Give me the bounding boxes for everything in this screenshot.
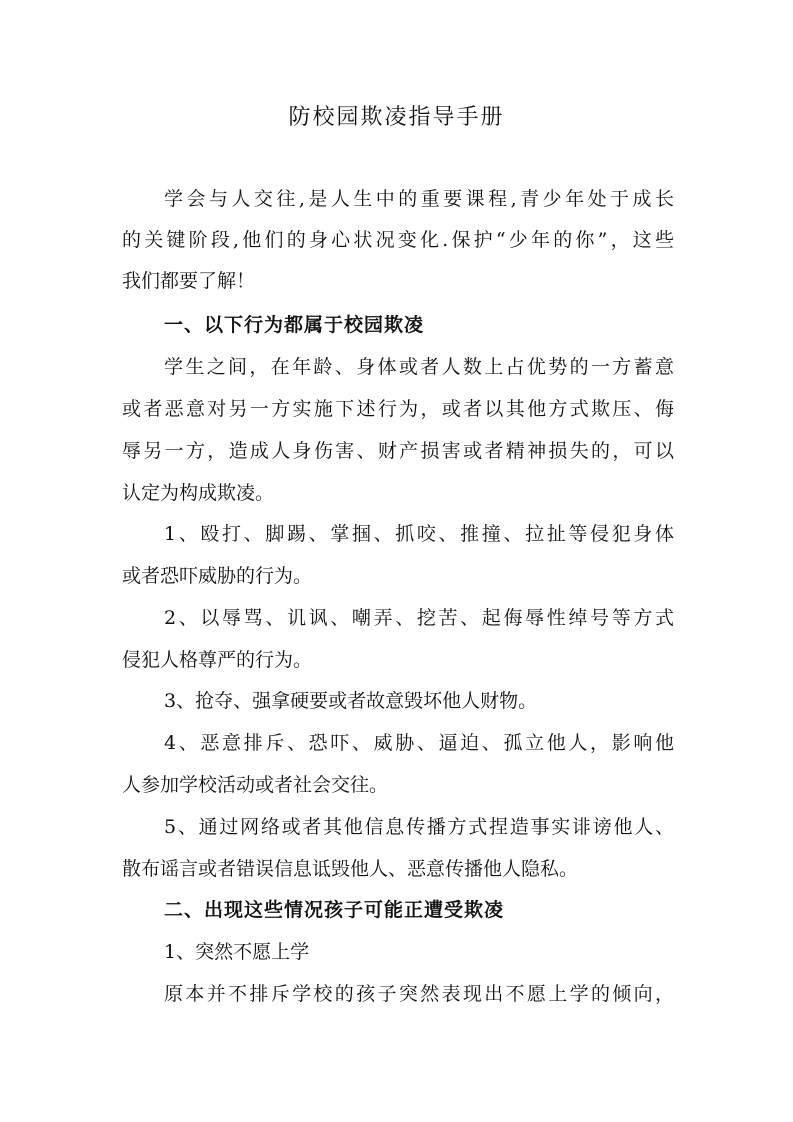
paragraph-line: 学会与人交往,是人生中的重要课程,青少年处于成长 — [164, 188, 674, 210]
paragraph-line: 认定为构成欺凌。 — [122, 482, 275, 504]
paragraph-line: 或者恶意对另一方实施下述行为，或者以其他方式欺压、侮 — [122, 398, 674, 420]
section-heading: 二、出现这些情况孩子可能正遭受欺凌 — [164, 899, 505, 921]
paragraph-line: 原本并不排斥学校的孩子突然表现出不愿上学的倾向， — [164, 983, 674, 1005]
paragraph-line: 散布谣言或者错误信息诋毁他人、恶意传播他人隐私。 — [122, 858, 579, 880]
paragraph-line: 1、殴打、脚踢、掌掴、抓咬、推撞、拉扯等侵犯身体 — [164, 523, 674, 545]
paragraph-line: 的关键阶段,他们的身心状况变化.保护“少年的你”，这些 — [122, 229, 674, 251]
paragraph-line: 2、以辱骂、讥讽、嘲弄、挖苦、起侮辱性绰号等方式 — [164, 607, 674, 629]
document-title: 防校园欺凌指导手册 — [288, 105, 505, 130]
paragraph-line: 1、突然不愿上学 — [164, 941, 310, 963]
paragraph-line: 3、抢夺、强拿硬要或者故意毁坏他人财物。 — [164, 690, 538, 712]
section-heading: 一、以下行为都属于校园欺凌 — [164, 314, 425, 336]
paragraph-line: 人参加学校活动或者社会交往。 — [122, 774, 389, 796]
paragraph-line: 辱另一方，造成人身伤害、财产损害或者精神损失的，可以 — [122, 440, 674, 462]
paragraph-line: 4、恶意排斥、恐吓、威胁、逼迫、孤立他人，影响他 — [164, 732, 674, 754]
paragraph-line: 或者恐吓威胁的行为。 — [122, 565, 313, 587]
paragraph-line: 学生之间，在年龄、身体或者人数上占优势的一方蓄意 — [164, 356, 674, 378]
paragraph-line: 侵犯人格尊严的行为。 — [122, 649, 313, 671]
paragraph-line: 我们都要了解！ — [122, 270, 256, 292]
paragraph-line: 5、通过网络或者其他信息传播方式捏造事实诽谤他人、 — [164, 816, 674, 838]
